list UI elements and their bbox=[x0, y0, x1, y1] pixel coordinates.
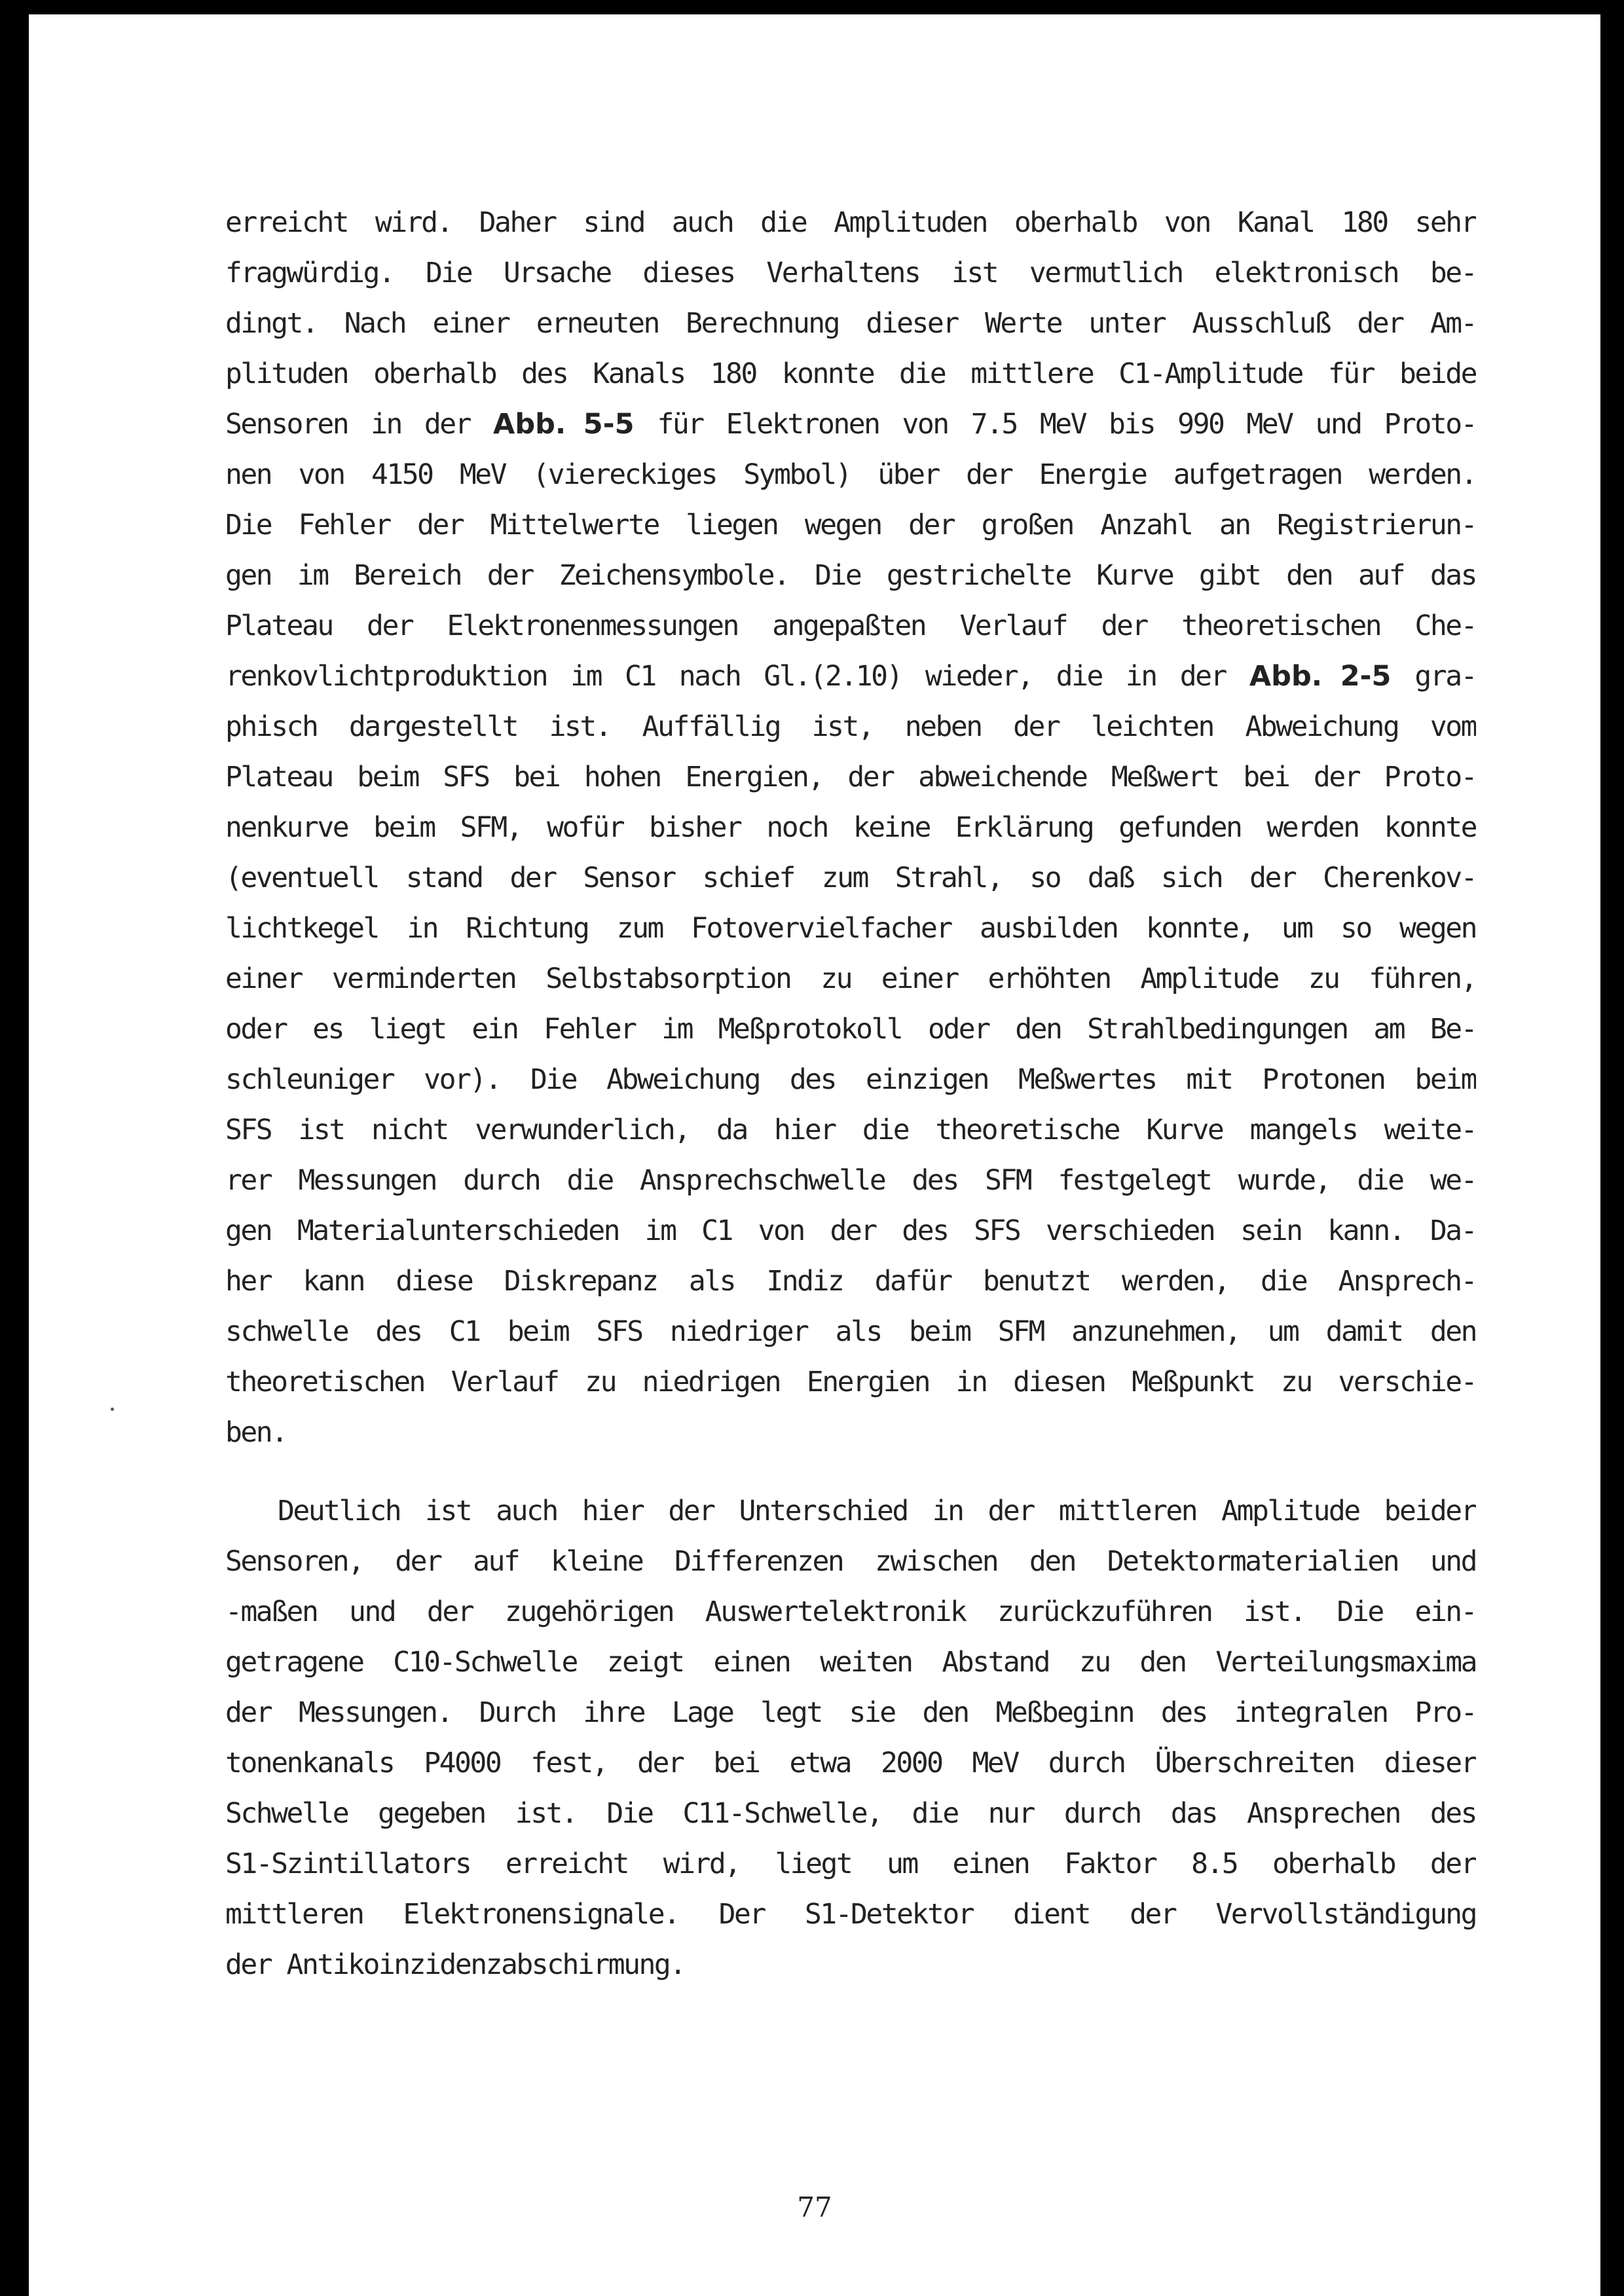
text-segment: schleuniger vor). Die Abweichung des einzigen Meßwertes mit Protonen beim bbox=[225, 1063, 1476, 1096]
text-line bbox=[225, 1637, 1476, 1688]
text-segment: -maßen und der zugehörigen Auswertelektronik zurückzuführen ist. Die ein- bbox=[225, 1595, 1476, 1628]
text-line bbox=[225, 702, 1476, 752]
text-segment: her kann diese Diskrepanz als Indiz dafür benutzt werden, die Ansprech- bbox=[225, 1265, 1476, 1298]
text-segment: (eventuell stand der Sensor schief zum Strahl, so daß sich der Cherenkov- bbox=[225, 862, 1476, 894]
figure-reference: Abb. 2-5 bbox=[1249, 660, 1392, 693]
text-segment: der Messungen. Durch ihre Lage legt sie den Meßbeginn des integralen Pro- bbox=[225, 1696, 1476, 1729]
text-line bbox=[225, 1004, 1476, 1055]
text-segment: einer verminderten Selbstabsorption zu einer erhöhten Amplitude zu führen, bbox=[225, 962, 1476, 995]
text-line bbox=[225, 1307, 1476, 1357]
text-line bbox=[225, 349, 1476, 399]
text-segment: rer Messungen durch die Ansprechschwelle des SFM festgelegt wurde, die we- bbox=[225, 1164, 1476, 1197]
text-line bbox=[225, 299, 1476, 349]
text-segment: nen von 4150 MeV (viereckiges Symbol) über der Energie aufgetragen werden. bbox=[225, 458, 1476, 491]
text-line bbox=[225, 1105, 1476, 1156]
text-line bbox=[225, 1156, 1476, 1206]
text-segment: Die Fehler der Mittelwerte liegen wegen der großen Anzahl an Registrierun- bbox=[225, 509, 1476, 541]
text-segment: schwelle des C1 beim SFS niedriger als beim SFM anzunehmen, um damit den bbox=[225, 1315, 1476, 1348]
text-segment: phisch dargestellt ist. Auffällig ist, neben der leichten Abweichung vom bbox=[225, 710, 1476, 743]
text-segment: S1-Szintillators erreicht wird, liegt um einen Faktor 8.5 oberhalb der bbox=[225, 1848, 1476, 1880]
text-segment: renkovlichtproduktion im C1 nach Gl.(2.10) wieder, die in der bbox=[225, 660, 1249, 693]
text-line bbox=[225, 601, 1476, 651]
text-segment: plituden oberhalb des Kanals 180 konnte die mittlere C1-Amplitude für beide bbox=[225, 357, 1476, 390]
paragraph-2 bbox=[225, 1486, 1476, 1990]
text-line bbox=[225, 1738, 1476, 1789]
scan-speck bbox=[111, 1408, 114, 1411]
document-page bbox=[29, 14, 1600, 2296]
text-segment: fragwürdig. Die Ursache dieses Verhaltens ist vermutlich elektronisch be- bbox=[225, 257, 1476, 289]
text-line bbox=[225, 1789, 1476, 1839]
text-line bbox=[225, 1055, 1476, 1105]
text-segment: Deutlich ist auch hier der Unterschied in der mittleren Amplitude beider bbox=[278, 1495, 1476, 1527]
text-segment: oder es liegt ein Fehler im Meßprotokoll oder den Strahlbedingungen am Be- bbox=[225, 1013, 1476, 1046]
paragraph-1 bbox=[225, 198, 1476, 1458]
text-segment: der Antikoinzidenzabschirmung. bbox=[225, 1948, 685, 1981]
text-segment: Sensoren in der bbox=[225, 408, 494, 441]
text-line bbox=[225, 1537, 1476, 1587]
text-segment: getragene C10-Schwelle zeigt einen weiten Abstand zu den Verteilungsmaxima bbox=[225, 1646, 1476, 1679]
text-segment: gen Materialunterschieden im C1 von der des SFS verschieden sein kann. Da- bbox=[225, 1214, 1476, 1247]
text-line bbox=[225, 1889, 1476, 1940]
text-line bbox=[225, 399, 1476, 450]
text-line bbox=[225, 500, 1476, 551]
text-line bbox=[225, 551, 1476, 601]
text-line bbox=[225, 1357, 1476, 1408]
page-number: 77 bbox=[797, 2191, 832, 2223]
figure-reference: Abb. 5-5 bbox=[493, 408, 635, 441]
text-line bbox=[225, 1486, 1476, 1537]
text-line bbox=[225, 752, 1476, 803]
text-segment: Plateau der Elektronenmessungen angepaßten Verlauf der theoretischen Che- bbox=[225, 610, 1476, 642]
text-segment: erreicht wird. Daher sind auch die Amplituden oberhalb von Kanal 180 sehr bbox=[225, 206, 1476, 239]
text-line bbox=[225, 1587, 1476, 1637]
text-segment: für Elektronen von 7.5 MeV bis 990 MeV und Proto- bbox=[634, 408, 1476, 441]
text-segment: Schwelle gegeben ist. Die C11-Schwelle, die nur durch das Ansprechen des bbox=[225, 1797, 1476, 1830]
text-segment: lichtkegel in Richtung zum Fotovervielfacher ausbilden konnte, um so wegen bbox=[225, 912, 1476, 945]
text-segment: tonenkanals P4000 fest, der bei etwa 2000 MeV durch Überschreiten dieser bbox=[225, 1747, 1476, 1779]
text-line bbox=[225, 853, 1476, 903]
text-line bbox=[225, 1206, 1476, 1256]
text-line bbox=[225, 954, 1476, 1004]
text-line bbox=[225, 903, 1476, 954]
text-segment: theoretischen Verlauf zu niedrigen Energien in diesen Meßpunkt zu verschie- bbox=[225, 1366, 1476, 1398]
text-segment: SFS ist nicht verwunderlich, da hier die theoretische Kurve mangels weite- bbox=[225, 1114, 1476, 1146]
text-segment: Sensoren, der auf kleine Differenzen zwischen den Detektormaterialien und bbox=[225, 1545, 1476, 1578]
text-line bbox=[225, 803, 1476, 853]
text-line bbox=[225, 450, 1476, 500]
text-segment: mittleren Elektronensignale. Der S1-Detektor dient der Vervollständigung bbox=[225, 1898, 1476, 1931]
text-line bbox=[225, 1688, 1476, 1738]
text-line bbox=[225, 1940, 1476, 1990]
text-line bbox=[225, 1408, 1476, 1458]
text-line bbox=[225, 651, 1476, 702]
text-line bbox=[225, 1256, 1476, 1307]
text-segment: ben. bbox=[225, 1416, 287, 1449]
text-segment: gen im Bereich der Zeichensymbole. Die gestrichelte Kurve gibt den auf das bbox=[225, 559, 1476, 592]
text-segment: Plateau beim SFS bei hohen Energien, der abweichende Meßwert bei der Proto- bbox=[225, 761, 1476, 793]
text-segment: dingt. Nach einer erneuten Berechnung dieser Werte unter Ausschluß der Am- bbox=[225, 307, 1476, 340]
text-line bbox=[225, 198, 1476, 248]
text-line bbox=[225, 1839, 1476, 1889]
text-line bbox=[225, 248, 1476, 299]
text-segment: nenkurve beim SFM, wofür bisher noch keine Erklärung gefunden werden konnte bbox=[225, 811, 1476, 844]
text-segment: gra- bbox=[1391, 660, 1476, 693]
